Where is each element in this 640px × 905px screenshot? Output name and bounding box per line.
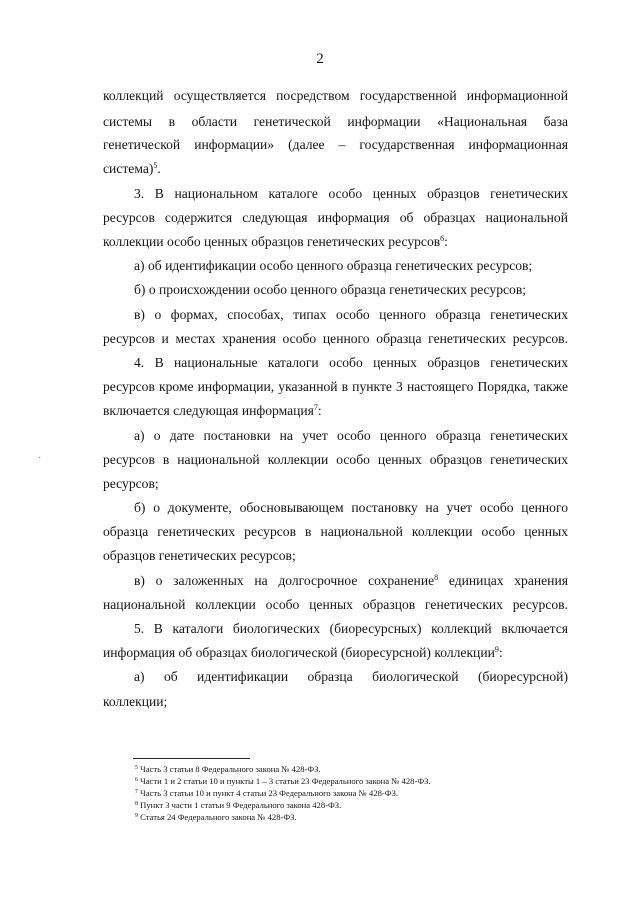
paragraph-3-line-3: коллекции особо ценных образцов генетических ресурсов$^6$: <box>103 234 448 249</box>
item-3a: а) об идентификации особо ценного образца генетических ресурсов; <box>134 258 533 273</box>
item-3c-line-2: ресурсов и местах хранения особо ценного образца генетических ресурсов. <box>103 331 568 346</box>
paragraph-3-line-2: ресурсов содержится следующая информация об образцах национальной <box>103 210 568 225</box>
item-4b-line-2: образца генетических ресурсов в национальной коллекции особо ценных <box>103 524 568 539</box>
footnote-ref-8: 8 <box>434 573 439 582</box>
item-4b-line-1: б) о документе, обосновывающем постановку на учет особо ценного <box>134 500 568 515</box>
footnote-5: $^5$ Часть 3 статьи 8 Федерального закона № 428-ФЗ. <box>135 764 321 774</box>
paragraph-5-line-2: информация об образцах биологической (биоресурсной) коллекции$^9$: <box>103 645 503 660</box>
body-line-4: система)$^5$. <box>103 161 161 176</box>
footnote-ref-7: 7 <box>313 403 318 412</box>
item-4b-line-3: образцов генетических ресурсов; <box>103 548 296 563</box>
footnote-9: $^9$ Статья 24 Федерального закона № 428-ФЗ. <box>135 812 297 822</box>
footnote-6: $^6$ Части 1 и 2 статьи 10 и пункты 1 – 3 статьи 23 Федерального закона № 428-ФЗ. <box>135 776 431 786</box>
item-5a-line-1: а) об идентификации образца биологической (биоресурсной) <box>134 669 568 684</box>
footnote-separator <box>133 758 250 759</box>
item-4a-line-1: а) о дате постановки на учет особо ценного образца генетических <box>134 428 568 443</box>
paragraph-4-line-2: ресурсов кроме информации, указанной в пункте 3 настоящего Порядка, также <box>103 379 568 394</box>
footnote-ref-6: 6 <box>440 234 445 243</box>
footnote-7: $^7$ Часть 3 статьи 10 и пункт 4 статьи 23 Федерального закона № 428-ФЗ. <box>135 788 399 798</box>
item-4c-line-2: национальной коллекции особо ценных образцов генетических ресурсов. <box>103 597 568 612</box>
paragraph-3-line-1: 3. В национальном каталоге особо ценных образцов генетических <box>134 186 568 201</box>
scan-speck: · <box>38 453 42 464</box>
footnote-8: $^8$ Пункт 3 части 1 статьи 9 Федерального закона 428-ФЗ. <box>135 800 342 810</box>
paragraph-5-line-1: 5. В каталоги биологических (биоресурсных) коллекций включается <box>134 621 568 636</box>
item-4a-line-3: ресурсов; <box>103 476 159 491</box>
item-5a-line-2: коллекции; <box>103 694 168 709</box>
item-3c-line-1: в) о формах, способах, типах особо ценного образца генетических <box>134 307 568 322</box>
footnote-ref-9: 9 <box>494 645 499 654</box>
paragraph-4-line-1: 4. В национальные каталоги особо ценных образцов генетических <box>134 355 568 370</box>
body-line-2: системы в области генетической информации «Национальная база <box>103 114 568 129</box>
page-number: 2 <box>316 51 324 67</box>
item-3b: б) о происхождении особо ценного образца генетических ресурсов; <box>134 282 527 297</box>
item-4c-line-1: в) о заложенных на долгосрочное сохранение$^8$ единицах хранения <box>134 573 568 588</box>
body-line-3: генетической информации» (далее – государственная информационная <box>103 137 568 152</box>
item-4a-line-2: ресурсов в национальной коллекции особо ценных образцов генетических <box>103 452 568 467</box>
body-line-1: коллекций осуществляется посредством государственной информационной <box>103 88 568 103</box>
footnote-ref-5: 5 <box>153 161 158 170</box>
paragraph-4-line-3: включается следующая информация$^7$: <box>103 403 322 418</box>
